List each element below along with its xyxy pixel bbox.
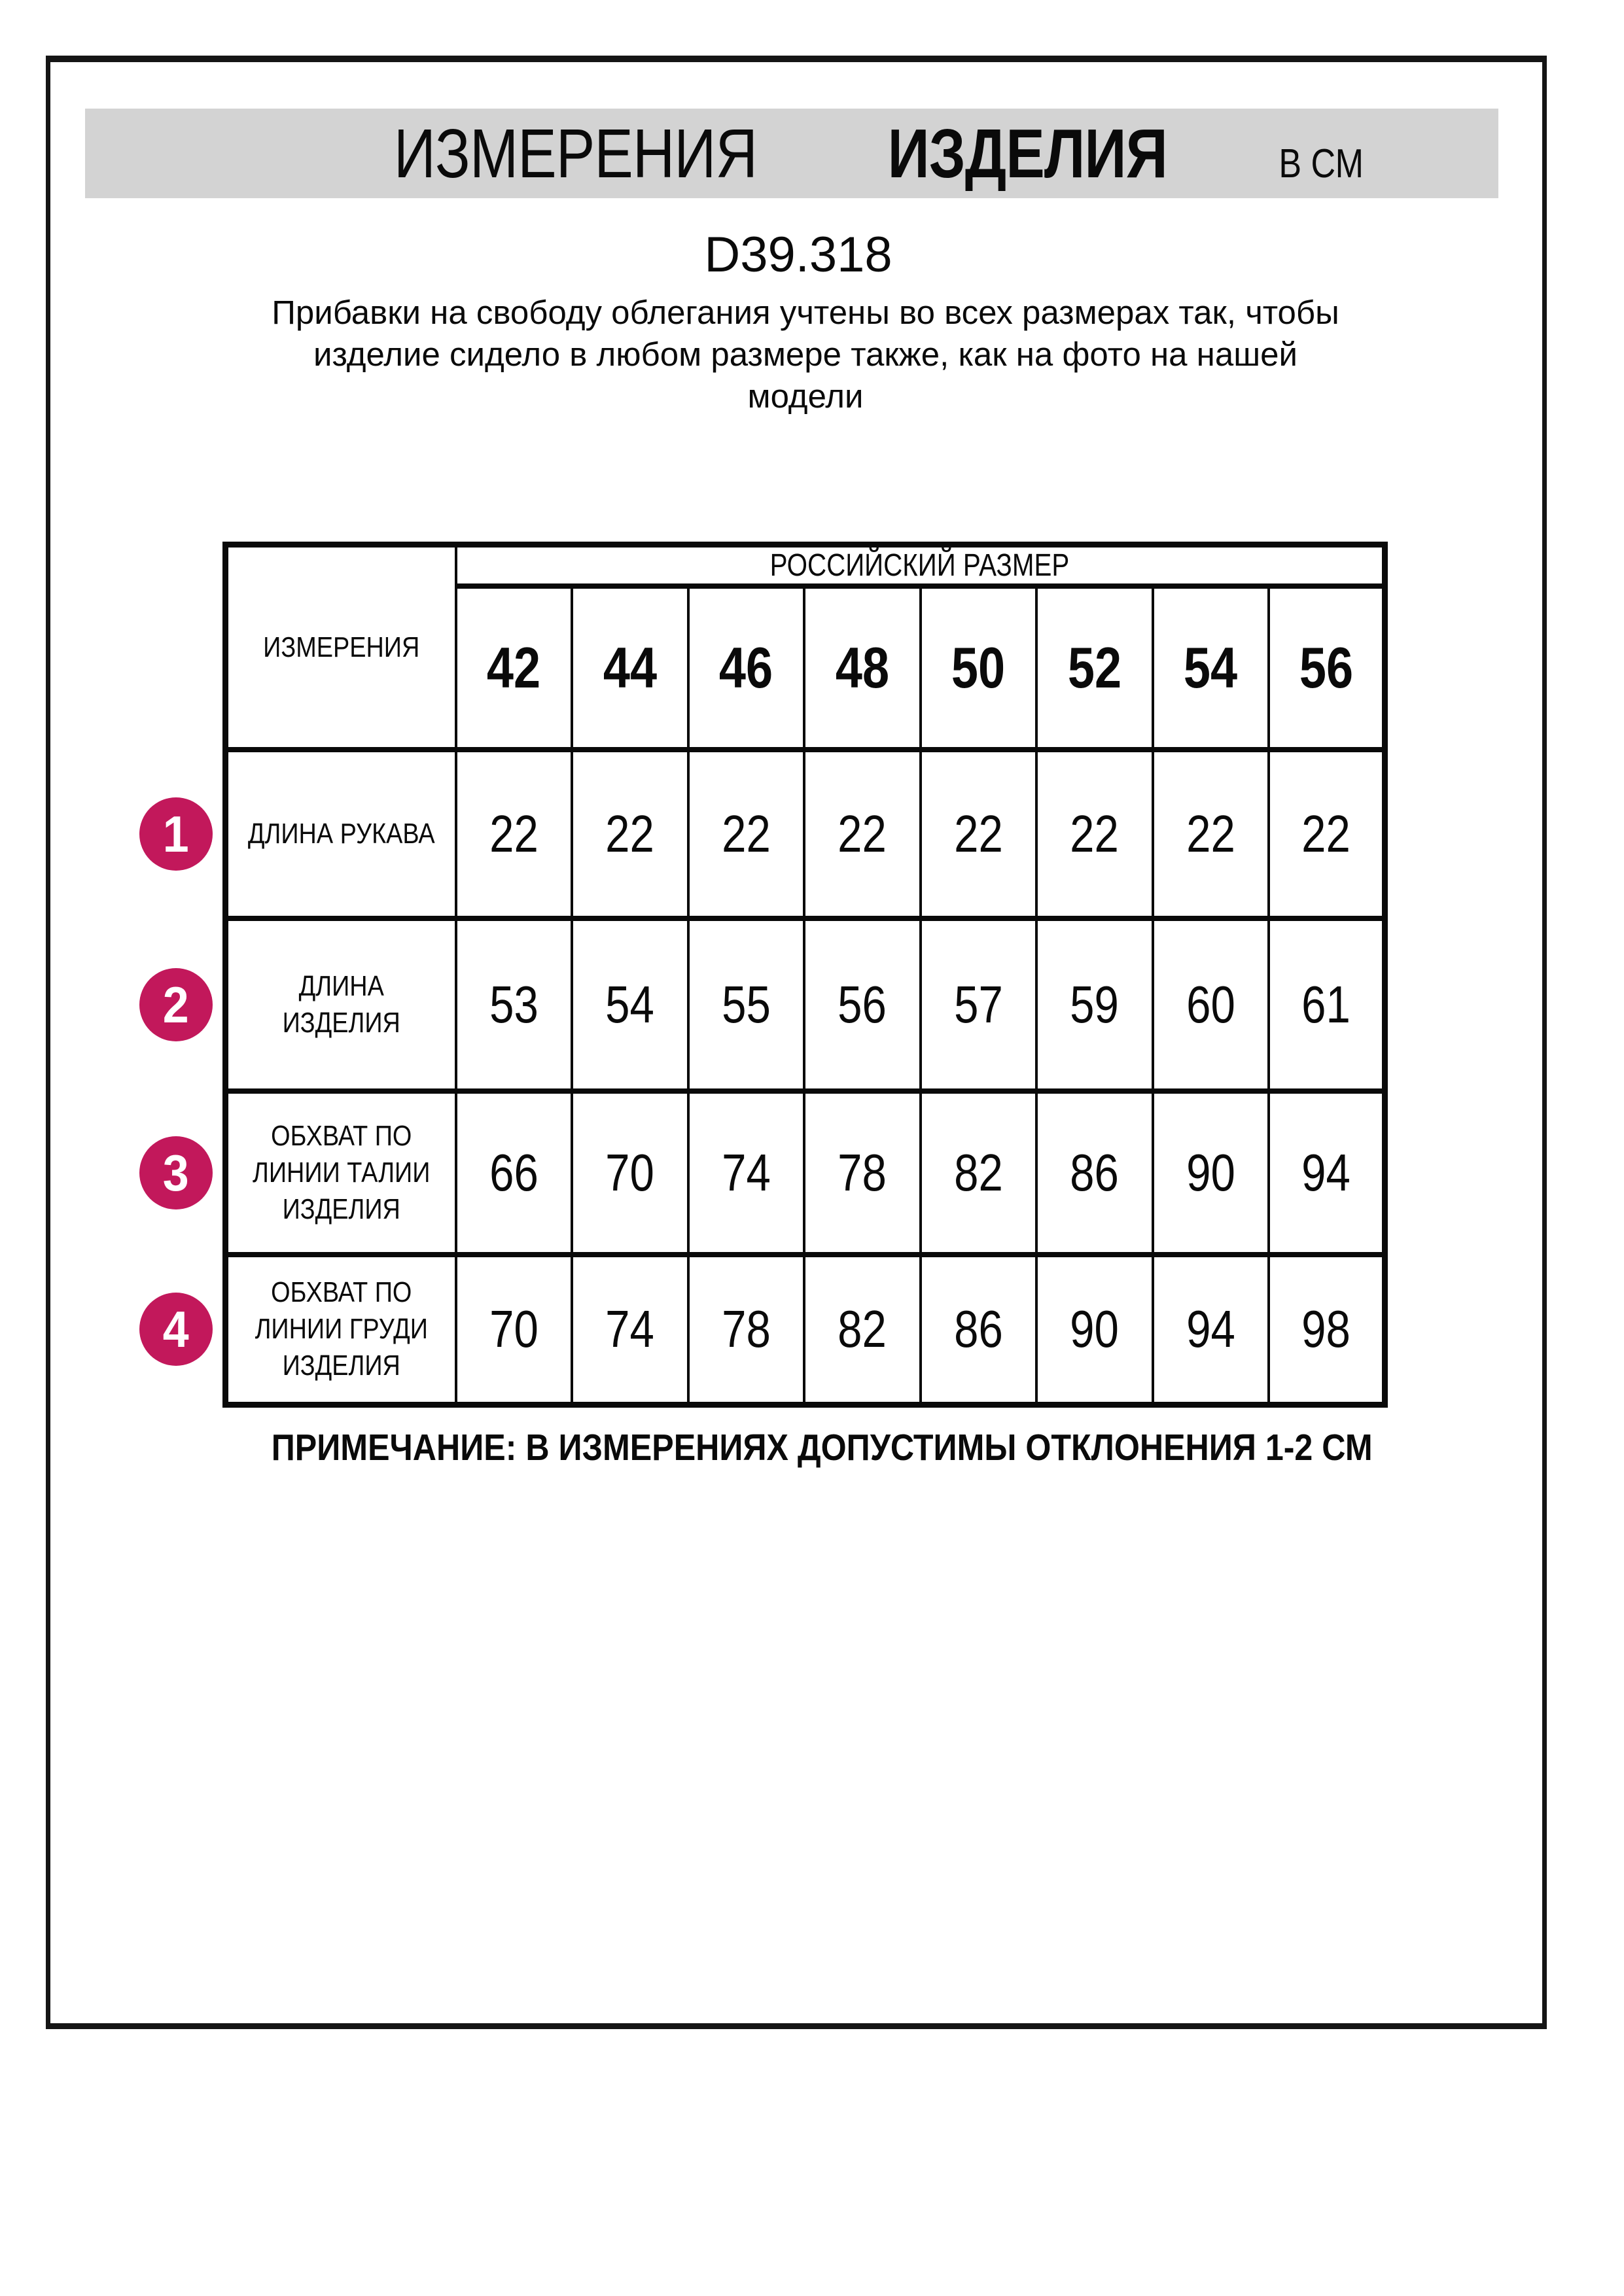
value-cell: 66 bbox=[456, 1091, 573, 1255]
value-cell: 78 bbox=[688, 1255, 805, 1404]
value-cell: 59 bbox=[1036, 918, 1153, 1091]
size-column-header: 42 bbox=[456, 586, 573, 750]
size-column-header: 44 bbox=[572, 586, 688, 750]
intro-line: модели bbox=[747, 377, 864, 415]
intro-line: Прибавки на свободу облегания учтены во всех размерах так, чтобы bbox=[272, 294, 1339, 331]
row-label-cell: 4 ОБХВАТ ПО ЛИНИИ ГРУДИ ИЗДЕЛИЯ bbox=[226, 1255, 456, 1404]
title-product-word: ИЗДЕЛИЯ bbox=[887, 114, 1167, 192]
value-cell: 82 bbox=[804, 1255, 921, 1404]
row-label-cell: 3 ОБХВАТ ПО ЛИНИИ ТАЛИИ ИЗДЕЛИЯ bbox=[226, 1091, 456, 1255]
value-cell: 22 bbox=[1153, 750, 1269, 918]
value-cell: 82 bbox=[921, 1091, 1037, 1255]
value-cell: 22 bbox=[1036, 750, 1153, 918]
row-label-cell: 2 ДЛИНА ИЗДЕЛИЯ bbox=[226, 918, 456, 1091]
value-cell: 98 bbox=[1269, 1255, 1385, 1404]
value-cell: 22 bbox=[688, 750, 805, 918]
marker-circle-1: 1 bbox=[139, 797, 213, 871]
page-title bbox=[359, 114, 1372, 192]
value-cell: 22 bbox=[456, 750, 573, 918]
value-cell: 70 bbox=[572, 1091, 688, 1255]
value-cell: 90 bbox=[1153, 1091, 1269, 1255]
russian-size-group-header: РОССИЙСКИЙ РАЗМЕР bbox=[456, 545, 1385, 587]
value-cell: 53 bbox=[456, 918, 573, 1091]
value-cell: 70 bbox=[456, 1255, 573, 1404]
size-table-container bbox=[163, 542, 1388, 1408]
size-column-header: 52 bbox=[1036, 586, 1153, 750]
value-cell: 22 bbox=[1269, 750, 1385, 918]
value-cell: 61 bbox=[1269, 918, 1385, 1091]
title-banner bbox=[85, 109, 1498, 198]
marker-circle-4: 4 bbox=[139, 1293, 213, 1366]
value-cell: 90 bbox=[1036, 1255, 1153, 1404]
value-cell: 54 bbox=[572, 918, 688, 1091]
intro-line: изделие сидело в любом размере также, как на фото на нашей bbox=[313, 336, 1297, 373]
size-column-header: 54 bbox=[1153, 586, 1269, 750]
value-cell: 78 bbox=[804, 1091, 921, 1255]
value-cell: 56 bbox=[804, 918, 921, 1091]
value-cell: 94 bbox=[1269, 1091, 1385, 1255]
size-table bbox=[163, 542, 1388, 1408]
product-code: D39.318 bbox=[704, 227, 892, 283]
measurements-corner-cell: ИЗМЕРЕНИЯ bbox=[226, 545, 456, 750]
value-cell: 94 bbox=[1153, 1255, 1269, 1404]
value-cell: 86 bbox=[921, 1255, 1037, 1404]
value-cell: 22 bbox=[572, 750, 688, 918]
value-cell: 60 bbox=[1153, 918, 1269, 1091]
size-column-header: 46 bbox=[688, 586, 805, 750]
tolerance-note: ПРИМЕЧАНИЕ: В ИЗМЕРЕНИЯХ ДОПУСТИМЫ ОТКЛОНЕНИЯ 1-2 СМ bbox=[271, 1427, 1373, 1469]
value-cell: 55 bbox=[688, 918, 805, 1091]
value-cell: 74 bbox=[572, 1255, 688, 1404]
value-cell: 57 bbox=[921, 918, 1037, 1091]
marker-circle-2: 2 bbox=[139, 968, 213, 1041]
value-cell: 22 bbox=[921, 750, 1037, 918]
title-unit: В СМ bbox=[1279, 141, 1364, 186]
value-cell: 22 bbox=[804, 750, 921, 918]
size-column-header: 48 bbox=[804, 586, 921, 750]
value-cell: 86 bbox=[1036, 1091, 1153, 1255]
size-column-header: 56 bbox=[1269, 586, 1385, 750]
value-cell: 74 bbox=[688, 1091, 805, 1255]
marker-circle-3: 3 bbox=[139, 1136, 213, 1209]
size-column-header: 50 bbox=[921, 586, 1037, 750]
row-label-cell: 1 ДЛИНА РУКАВА bbox=[226, 750, 456, 918]
title-measurements-word: ИЗМЕРЕНИЯ bbox=[393, 114, 757, 192]
intro-text bbox=[0, 292, 1611, 417]
